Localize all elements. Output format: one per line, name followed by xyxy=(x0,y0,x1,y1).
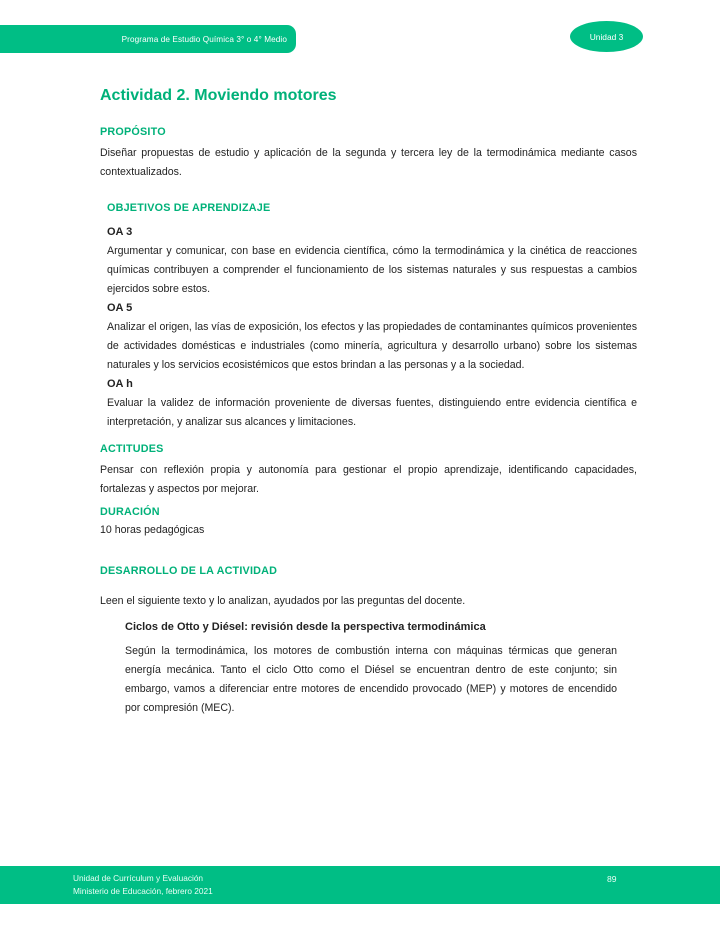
reading-block xyxy=(125,620,617,718)
oa-item-label: OA 3 xyxy=(107,226,133,238)
activity-title: Actividad 2. Moviendo motores xyxy=(100,87,337,104)
page-content xyxy=(100,0,637,718)
oa-item-text: Argumentar y comunicar, con base en evidencia científica, cómo la termodinámica y la cinética de reacciones químicas contribuyen a comprender el funcionamiento de los sistemas naturales y sus respuestas a cambios ejercidos sobre estos. xyxy=(107,245,637,295)
footer-bar xyxy=(0,866,720,904)
reading-body: Según la termodinámica, los motores de combustión interna con máquinas térmicas que generan energía mecánica. Tanto el ciclo Otto como el Diésel se encuentran dentro de este conjunto; sin embargo, vamos a diferenciar entre motores de encendido provocado (MEP) y motores de encendido por compresión (MEC). xyxy=(125,645,617,714)
desarrollo-heading: DESARROLLO DE LA ACTIVIDAD xyxy=(100,565,278,577)
reading-title: Ciclos de Otto y Diésel: revisión desde la perspectiva termodinámica xyxy=(125,621,486,633)
footer-org-line1: Unidad de Currículum y Evaluación xyxy=(73,873,204,883)
objetivos-section xyxy=(107,201,637,432)
desarrollo-intro: Leen el siguiente texto y lo analizan, ayudados por las preguntas del docente. xyxy=(100,595,466,607)
proposito-heading: PROPÓSITO xyxy=(100,126,166,138)
footer-organization xyxy=(73,872,213,898)
duracion-heading: DURACIÓN xyxy=(100,506,160,518)
unit-badge-label: Unidad 3 xyxy=(589,31,624,42)
proposito-body: Diseñar propuestas de estudio y aplicación de la segunda y tercera ley de la termodinámica mediante casos contextualizados. xyxy=(100,147,637,178)
duracion-body: 10 horas pedagógicas xyxy=(100,524,205,536)
actitudes-heading: ACTITUDES xyxy=(100,443,164,455)
objetivos-heading: OBJETIVOS DE APRENDIZAJE xyxy=(107,202,271,214)
oa-item-text: Evaluar la validez de información proveniente de diversas fuentes, distinguiendo entre evidencia científica e interpretación, y analizar sus alcances y limitaciones. xyxy=(107,397,637,428)
oa-item-text: Analizar el origen, las vías de exposición, los efectos y las propiedades de contaminantes químicos provenientes de actividades domésticas e industriales (como minería, agricultura y desarrollo urbano) sobre los sistemas naturales y los servicios ecosistémicos que estos brindan a las personas y a la sociedad. xyxy=(107,321,637,371)
program-banner-label: Programa de Estudio Química 3° o 4° Medio xyxy=(121,34,287,44)
actitudes-body: Pensar con reflexión propia y autonomía para gestionar el propio aprendizaje, identificando capacidades, fortalezas y aspectos por mejorar. xyxy=(100,464,637,495)
footer-org-line2: Ministerio de Educación, febrero 2021 xyxy=(73,886,213,896)
oa-item-label: OA h xyxy=(107,378,133,390)
page-number: 89 xyxy=(607,874,617,884)
oa-item-label: OA 5 xyxy=(107,302,133,314)
